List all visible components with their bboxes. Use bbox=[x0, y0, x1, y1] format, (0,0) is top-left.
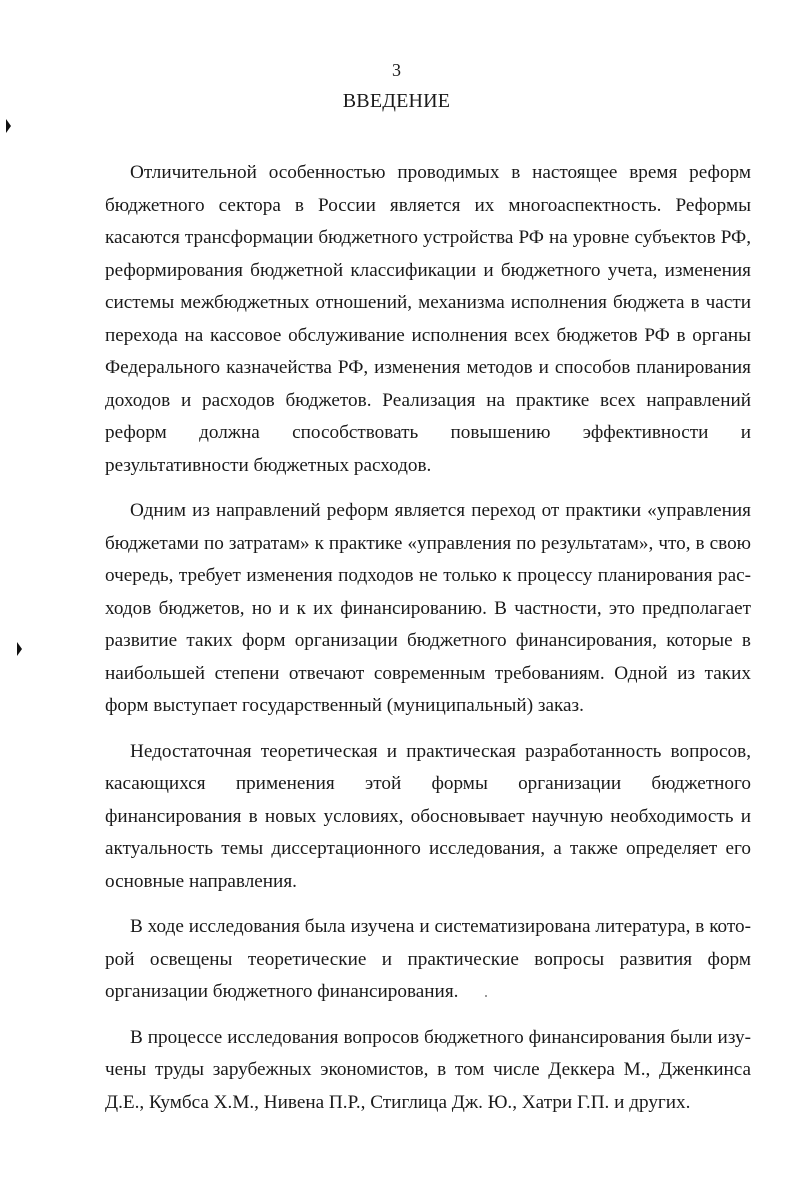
paragraph: Одним из направлений реформ является переход от практики «управления бюджетами по затратам» к практике «управления по результатам», что, в свою очередь, требует изменения подходов не только к процессу планирования расходов бюджетов, но и к их финансированию. В частности, это предполагает развитие таких форм организации бюджетного финансирования, которые в наибольшей степени отвечают современным требованиям. Одной из таких форм выступает государственный (муниципальный) заказ. bbox=[105, 500, 751, 716]
margin-mark bbox=[6, 119, 11, 133]
margin-mark bbox=[17, 642, 22, 656]
page-title: ВВЕДЕНИЕ bbox=[342, 90, 451, 112]
body-text bbox=[105, 157, 751, 1132]
paragraph: Отличительной особенностью проводимых в настоящее время реформ бюджетного сектора в России является их многоаспектность. Реформы касаются трансформации бюджетного устройства РФ на уровне субъектов РФ, реформирования бюджетной классификации и бюджетного учета, изменения системы межбюджетных отношений, механизма исполнения бюджета в части перехода на кассовое обслуживание исполнения всех бюджетов РФ в органы Федерального казначейства РФ, изменения методов и способов планирования доходов и расходов бюджетов. Реализация на практике всех направлений реформ должна способствовать повышению эффективности и результативности бюджетных расходов. bbox=[105, 162, 751, 476]
paragraph: Недостаточная теоретическая и практическая разработанность вопросов, касающихся применения этой формы организации бюджетного финансирования в новых условиях, обосновывает научную необходимость и актуальность темы диссертационного исследования, а также определяет его основные направления. bbox=[105, 740, 751, 892]
page-number: 3 bbox=[392, 60, 401, 80]
paragraph: В процессе исследования вопросов бюджетного финансирования были изучены труды зарубежных экономистов, в том числе Деккера М., Дженкинса Д.Е., Кумбса Х.М., Нивена П.Р., Стиглица Дж. Ю., Хатри Г.П. и других. bbox=[105, 1026, 751, 1113]
paragraph: В ходе исследования была изучена и систематизирована литература, в которой освещены теоретические и практические вопросы развития форм организации бюджетного финансирования. bbox=[105, 916, 751, 1002]
